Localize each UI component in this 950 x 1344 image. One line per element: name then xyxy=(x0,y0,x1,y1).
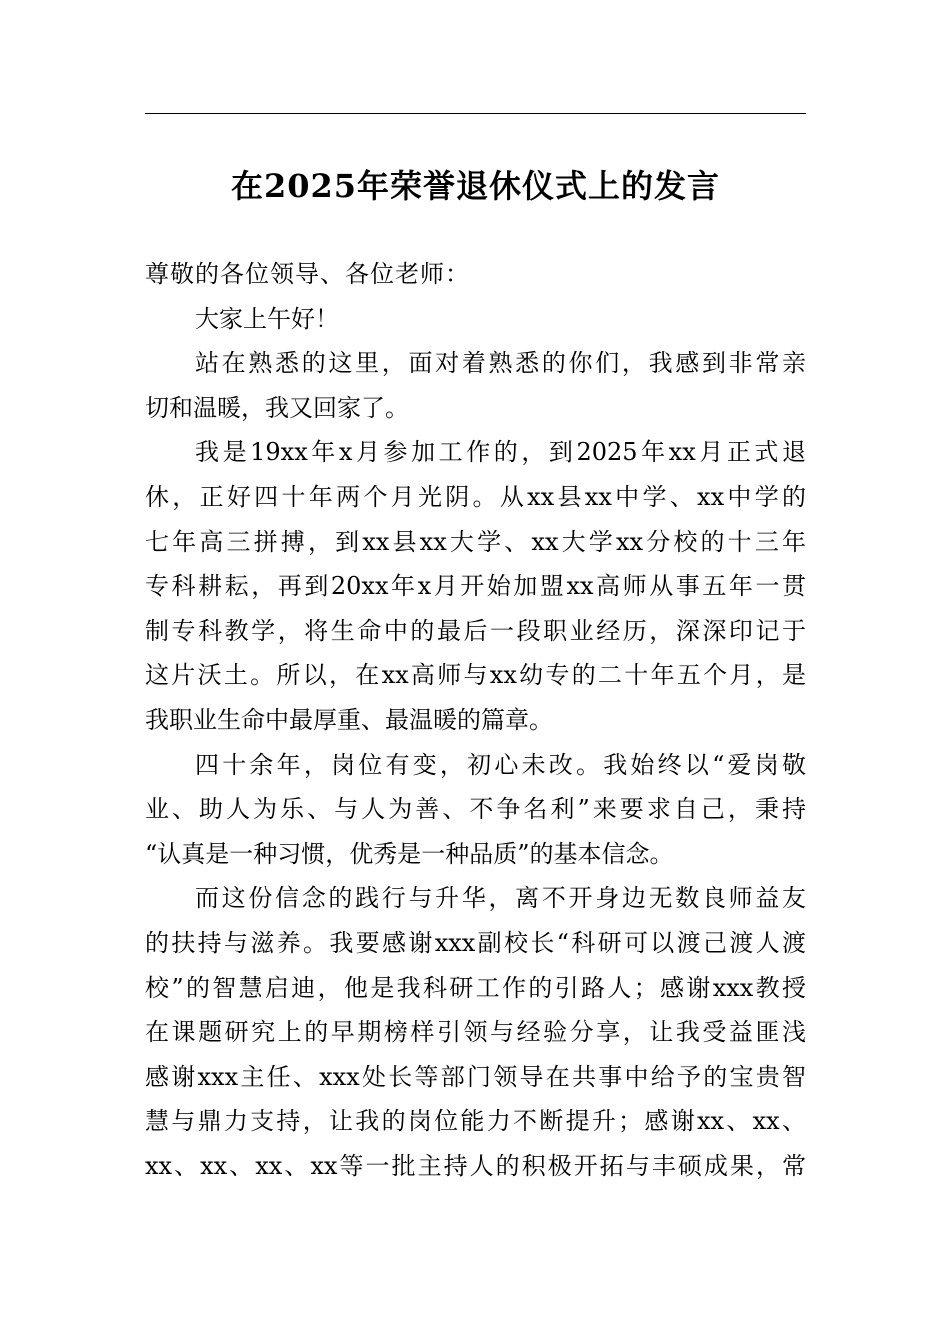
text-line: 大家上午好！ xyxy=(195,304,339,333)
text-line: 休，正好四十年两个月光阴。从xx县xx中学、xx中学的 xyxy=(145,482,806,511)
text-line: 切和温暖，我又回家了。 xyxy=(145,393,409,422)
text-line: 在课题研究上的早期榜样引领与经验分享，让我受益匪浅 xyxy=(145,1018,806,1047)
text-line: 业、助人为乐、与人为善、不争名利”来要求自己，秉持 xyxy=(145,795,806,824)
text-line: 这片沃土。所以，在xx高师与xx幼专的二十年五个月，是 xyxy=(145,661,806,690)
document-title: 在2025年荣誉退休仪式上的发言 xyxy=(230,167,721,205)
salutation: 尊敬的各位领导、各位老师： xyxy=(145,260,470,288)
text-line: 我职业生命中最厚重、最温暖的篇章。 xyxy=(145,705,553,734)
text-line: 站在熟悉的这里，面对着熟悉的你们，我感到非常亲 xyxy=(195,349,806,378)
text-line: 慧与鼎力支持，让我的岗位能力不断提升；感谢xx、xx、 xyxy=(145,1107,806,1136)
text-line: “认真是一种习惯，优秀是一种品质”的基本信念。 xyxy=(145,839,674,868)
text-line: 四十余年，岗位有变，初心未改。我始终以“爱岗敬 xyxy=(195,750,806,779)
text-line: 校”的智慧启迪，他是我科研工作的引路人；感谢xxx教授 xyxy=(145,973,806,1002)
header-rule xyxy=(145,113,806,114)
document-body xyxy=(145,252,806,1188)
text-line: 专科耕耘，再到20xx年x月开始加盟xx高师从事五年一贯 xyxy=(145,572,806,601)
text-line: 七年高三拼搏，到xx县xx大学、xx大学xx分校的十三年 xyxy=(145,527,806,556)
text-line: 感谢xxx主任、xxx处长等部门领导在共事中给予的宝贵智 xyxy=(145,1062,806,1091)
text-line: 的扶持与滋养。我要感谢xxx副校长“科研可以渡己渡人渡 xyxy=(145,928,806,957)
text-line: 制专科教学，将生命中的最后一段职业经历，深深印记于 xyxy=(145,616,806,645)
text-line: xx、xx、xx、xx等一批主持人的积极开拓与丰硕成果，常 xyxy=(145,1151,806,1180)
text-line: 我是19xx年x月参加工作的，到2025年xx月正式退 xyxy=(195,438,806,467)
text-line: 而这份信念的践行与升华，离不开身边无数良师益友 xyxy=(195,884,806,913)
